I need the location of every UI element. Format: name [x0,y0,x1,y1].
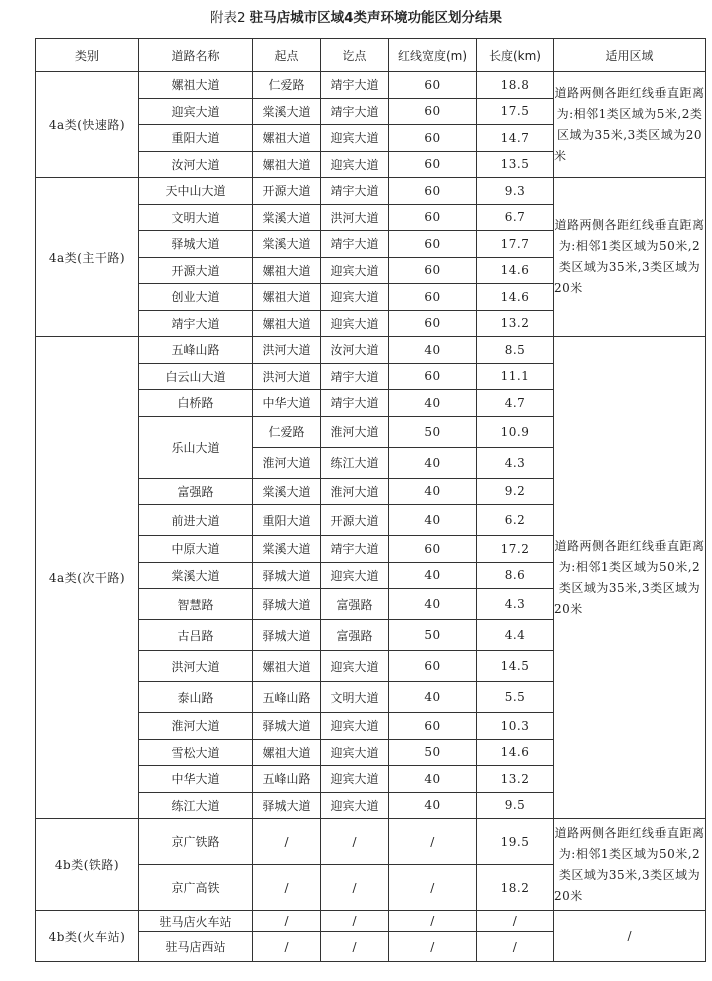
length-cell: 14.7 [477,125,554,152]
road-name-cell: 重阳大道 [139,125,253,152]
road-name-cell: 泰山路 [139,682,253,713]
length-cell: 9.5 [477,792,554,819]
start-cell: 淮河大道 [253,447,321,478]
road-name-cell: 天中山大道 [139,178,253,205]
width-cell: 60 [389,72,477,99]
start-cell: 棠溪大道 [253,204,321,231]
width-cell: 60 [389,204,477,231]
end-cell: 靖宇大道 [321,390,389,417]
length-cell: 10.9 [477,416,554,447]
end-cell: 迎宾大道 [321,310,389,337]
end-cell: 靖宇大道 [321,98,389,125]
start-cell: 洪河大道 [253,337,321,364]
end-cell: / [321,932,389,962]
length-cell: 4.3 [477,447,554,478]
width-cell: 40 [389,478,477,505]
length-cell: 6.7 [477,204,554,231]
length-cell: 8.6 [477,562,554,589]
table-row [36,337,706,364]
start-cell: 嫘祖大道 [253,284,321,311]
road-name-cell: 开源大道 [139,257,253,284]
width-cell: 40 [389,505,477,536]
end-cell: 迎宾大道 [321,125,389,152]
length-cell: / [477,932,554,962]
start-cell: 棠溪大道 [253,231,321,258]
road-name-cell: 嫘祖大道 [139,72,253,99]
area-cell: 道路两侧各距红线垂直距离为:相邻1类区域为50米,2类区域为35米,3类区域为20米 [554,819,706,911]
width-cell: 60 [389,231,477,258]
header-category: 类别 [36,39,139,72]
length-cell: 14.6 [477,739,554,766]
length-cell: 18.8 [477,72,554,99]
area-cell: / [554,911,706,962]
length-cell: 4.3 [477,589,554,620]
road-name-cell: 创业大道 [139,284,253,311]
start-cell: 仁爱路 [253,416,321,447]
end-cell: 靖宇大道 [321,536,389,563]
table-caption: 驻马店城市区域4类声环境功能区划分结果 [249,10,502,26]
road-name-cell: 洪河大道 [139,651,253,682]
length-cell: 6.2 [477,505,554,536]
end-cell: 靖宇大道 [321,231,389,258]
width-cell: 40 [389,589,477,620]
end-cell: 迎宾大道 [321,284,389,311]
end-cell: 汝河大道 [321,337,389,364]
road-name-cell: 驿城大道 [139,231,253,258]
header-red-line-width: 红线宽度(m) [389,39,477,72]
width-cell: / [389,911,477,932]
table-row [36,819,706,865]
length-cell: 13.5 [477,151,554,178]
road-name-cell: 古吕路 [139,620,253,651]
width-cell: 40 [389,562,477,589]
category-cell: 4a类(次干路) [36,337,139,819]
width-cell: 40 [389,337,477,364]
category-cell: 4b类(火车站) [36,911,139,962]
end-cell: 迎宾大道 [321,766,389,793]
length-cell: 13.2 [477,766,554,793]
length-cell: 11.1 [477,363,554,390]
length-cell: 14.6 [477,257,554,284]
table-row [36,911,706,932]
length-cell: 19.5 [477,819,554,865]
start-cell: 五峰山路 [253,682,321,713]
area-cell: 道路两侧各距红线垂直距离为:相邻1类区域为50米,2类区域为35米,3类区域为20米 [554,178,706,337]
end-cell: 迎宾大道 [321,792,389,819]
length-cell: / [477,911,554,932]
length-cell: 13.2 [477,310,554,337]
start-cell: 五峰山路 [253,766,321,793]
width-cell: 60 [389,651,477,682]
width-cell: 60 [389,151,477,178]
road-name-cell: 乐山大道 [139,416,253,478]
road-name-cell: 白桥路 [139,390,253,417]
category-cell: 4a类(快速路) [36,72,139,178]
start-cell: 嫘祖大道 [253,310,321,337]
start-cell: 驿城大道 [253,589,321,620]
length-cell: 8.5 [477,337,554,364]
length-cell: 5.5 [477,682,554,713]
length-cell: 9.2 [477,478,554,505]
road-name-cell: 棠溪大道 [139,562,253,589]
header-applicable-area: 适用区域 [554,39,706,72]
start-cell: 嫘祖大道 [253,125,321,152]
end-cell: 富强路 [321,589,389,620]
end-cell: 迎宾大道 [321,151,389,178]
table-row [36,178,706,205]
road-name-cell: 迎宾大道 [139,98,253,125]
start-cell: 棠溪大道 [253,98,321,125]
road-name-cell: 中原大道 [139,536,253,563]
road-name-cell: 五峰山路 [139,337,253,364]
zoning-table [35,38,706,962]
category-cell: 4b类(铁路) [36,819,139,911]
road-name-cell: 富强路 [139,478,253,505]
end-cell: 练江大道 [321,447,389,478]
end-cell: 靖宇大道 [321,72,389,99]
start-cell: 洪河大道 [253,363,321,390]
width-cell: 60 [389,178,477,205]
width-cell: 40 [389,766,477,793]
road-name-cell: 驻马店火车站 [139,911,253,932]
end-cell: 迎宾大道 [321,651,389,682]
width-cell: 60 [389,98,477,125]
width-cell: 60 [389,284,477,311]
width-cell: 40 [389,682,477,713]
width-cell: 60 [389,713,477,740]
end-cell: 开源大道 [321,505,389,536]
road-name-cell: 京广铁路 [139,819,253,865]
start-cell: 仁爱路 [253,72,321,99]
start-cell: 嫘祖大道 [253,151,321,178]
start-cell: 嫘祖大道 [253,257,321,284]
start-cell: 棠溪大道 [253,478,321,505]
road-name-cell: 前进大道 [139,505,253,536]
length-cell: 14.5 [477,651,554,682]
area-cell: 道路两侧各距红线垂直距离为:相邻1类区域为5米,2类区域为35米,3类区域为20米 [554,72,706,178]
road-name-cell: 智慧路 [139,589,253,620]
road-name-cell: 京广高铁 [139,865,253,911]
end-cell: 迎宾大道 [321,739,389,766]
header-end: 讫点 [321,39,389,72]
header-road-name: 道路名称 [139,39,253,72]
start-cell: / [253,911,321,932]
start-cell: 驿城大道 [253,620,321,651]
table-title [0,6,712,26]
end-cell: 洪河大道 [321,204,389,231]
length-cell: 18.2 [477,865,554,911]
end-cell: / [321,911,389,932]
length-cell: 17.2 [477,536,554,563]
width-cell: 50 [389,739,477,766]
road-name-cell: 白云山大道 [139,363,253,390]
road-name-cell: 练江大道 [139,792,253,819]
header-row [36,39,706,72]
width-cell: 60 [389,257,477,284]
width-cell: 40 [389,447,477,478]
start-cell: 嫘祖大道 [253,739,321,766]
width-cell: 60 [389,310,477,337]
width-cell: / [389,932,477,962]
header-start: 起点 [253,39,321,72]
width-cell: 60 [389,536,477,563]
width-cell: 40 [389,390,477,417]
start-cell: 棠溪大道 [253,536,321,563]
end-cell: 迎宾大道 [321,713,389,740]
table-row [36,72,706,99]
length-cell: 17.5 [477,98,554,125]
length-cell: 10.3 [477,713,554,740]
width-cell: 50 [389,620,477,651]
header-length: 长度(km) [477,39,554,72]
width-cell: 60 [389,125,477,152]
table-number: 附表2 [210,10,246,26]
end-cell: 靖宇大道 [321,363,389,390]
end-cell: 迎宾大道 [321,562,389,589]
length-cell: 4.7 [477,390,554,417]
end-cell: 文明大道 [321,682,389,713]
end-cell: / [321,865,389,911]
start-cell: / [253,819,321,865]
width-cell: 60 [389,363,477,390]
start-cell: 驿城大道 [253,713,321,740]
length-cell: 9.3 [477,178,554,205]
end-cell: 迎宾大道 [321,257,389,284]
start-cell: 开源大道 [253,178,321,205]
end-cell: 淮河大道 [321,416,389,447]
width-cell: 50 [389,416,477,447]
start-cell: 中华大道 [253,390,321,417]
road-name-cell: 靖宇大道 [139,310,253,337]
start-cell: 重阳大道 [253,505,321,536]
road-name-cell: 中华大道 [139,766,253,793]
end-cell: / [321,819,389,865]
start-cell: 驿城大道 [253,792,321,819]
end-cell: 靖宇大道 [321,178,389,205]
length-cell: 4.4 [477,620,554,651]
length-cell: 14.6 [477,284,554,311]
start-cell: 驿城大道 [253,562,321,589]
length-cell: 17.7 [477,231,554,258]
width-cell: / [389,865,477,911]
end-cell: 淮河大道 [321,478,389,505]
road-name-cell: 文明大道 [139,204,253,231]
road-name-cell: 驻马店西站 [139,932,253,962]
area-cell: 道路两侧各距红线垂直距离为:相邻1类区域为50米,2类区域为35米,3类区域为20米 [554,337,706,819]
road-name-cell: 汝河大道 [139,151,253,178]
start-cell: / [253,865,321,911]
width-cell: / [389,819,477,865]
start-cell: / [253,932,321,962]
category-cell: 4a类(主干路) [36,178,139,337]
road-name-cell: 雪松大道 [139,739,253,766]
start-cell: 嫘祖大道 [253,651,321,682]
road-name-cell: 淮河大道 [139,713,253,740]
end-cell: 富强路 [321,620,389,651]
width-cell: 40 [389,792,477,819]
